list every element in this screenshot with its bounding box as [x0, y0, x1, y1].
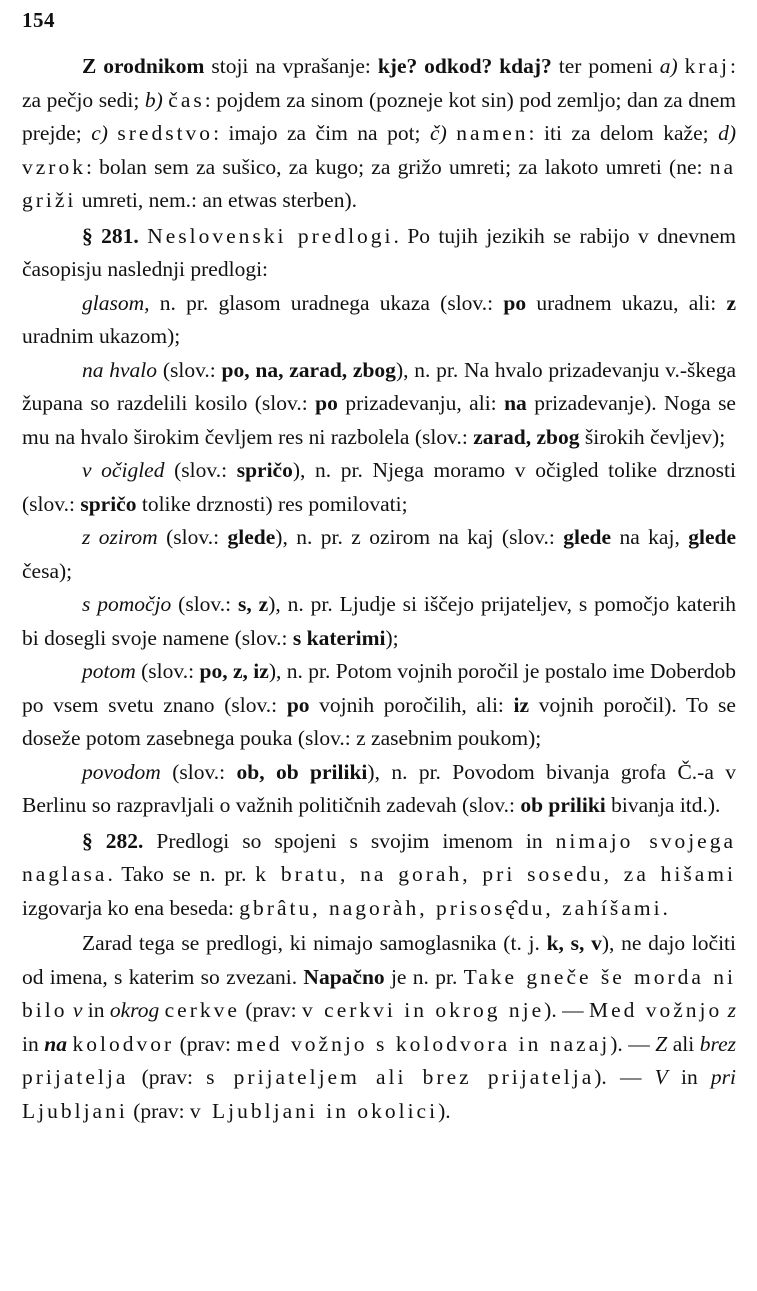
spaced-term: kraj	[684, 54, 731, 78]
text: ), ne dajo ločiti od imena, s katerim so zvezani.	[22, 931, 737, 989]
italic-term: na	[44, 1031, 67, 1056]
text: in	[667, 1065, 711, 1089]
question-words: kje? odkod? kdaj?	[377, 54, 552, 78]
text: tolike drznosti) res pomilovati;	[136, 491, 408, 516]
bold-term: ob priliki	[520, 793, 606, 817]
text: ter pomeni	[551, 54, 660, 78]
text: ), n. pr. Ljudje si iščejo prijateljev, s pomočjo katerih bi dosegli svoje namene (slov.:	[22, 592, 736, 650]
section-number: § 282.	[82, 828, 144, 853]
entry-povodom	[22, 756, 736, 823]
bold-term: po	[315, 391, 338, 415]
spaced-term: prijatelja	[22, 1065, 129, 1089]
entry-term: povodom	[82, 759, 161, 784]
entry-s-pomocjo	[22, 588, 736, 655]
text: (slov.:	[160, 759, 237, 784]
spaced-term: Med vožnjo	[588, 998, 723, 1022]
text: in	[82, 998, 110, 1022]
spaced-term: Ljubljani	[22, 1098, 128, 1123]
bold-term: glede	[227, 525, 276, 549]
bold-term: ob, ob priliki	[236, 759, 368, 784]
italic-term: V	[654, 1065, 668, 1089]
entry-potom	[22, 655, 736, 756]
text: vojnih poročilih, ali:	[309, 692, 514, 717]
text: : imajo za čim na pot;	[213, 121, 431, 145]
text: in	[22, 1031, 45, 1056]
item-marker: b)	[144, 87, 163, 112]
spaced-term: med vožnjo s kolodvora in nazaj	[236, 1031, 611, 1056]
text: ), n. pr. Njega moramo v očigled tolike drznosti (slov.:	[22, 458, 736, 516]
text: česa);	[22, 558, 73, 583]
entry-v-ocigled	[22, 454, 736, 521]
section-282	[22, 825, 736, 926]
text: na kaj,	[611, 525, 689, 549]
entry-term: v očigled	[82, 458, 165, 482]
text: ).	[438, 1098, 451, 1123]
item-marker: d)	[718, 121, 736, 145]
text: ), n. pr. Potom vojnih poročil je postalo ime Doberdob po vsem svetu znano (slov.:	[22, 659, 736, 717]
bold-term: po	[503, 290, 527, 315]
section-number: § 281.	[82, 223, 139, 248]
bold-term: z	[726, 290, 736, 315]
italic-term: v	[72, 998, 83, 1022]
text: (prav:	[174, 1031, 237, 1056]
page-body	[22, 50, 736, 1128]
spaced-term: s prijateljem ali brez prijatelja	[206, 1065, 595, 1089]
spaced-term: čas	[168, 87, 205, 112]
text: ), n. pr. Povodom bivanja grofa Č.-a v Berlinu so razpravljali o važnih političnih zadevah (slov.:	[22, 759, 737, 817]
text: ). —	[610, 1031, 656, 1056]
text	[139, 224, 147, 248]
bold-term: glede	[563, 525, 612, 549]
text: . Po tujih jezikih se rabijo v dnevnem časopisju naslednji predlogi:	[22, 223, 736, 281]
text: stoji na vprašanje:	[204, 54, 378, 78]
bold-term: spričo	[80, 491, 137, 516]
italic-term: pri	[710, 1065, 736, 1089]
bold-term: glede	[688, 525, 737, 549]
text: (slov.:	[157, 525, 228, 549]
entry-term: na hvalo	[82, 357, 158, 382]
entry-na-hvalo	[22, 354, 736, 455]
text: (slov.:	[171, 592, 239, 616]
paragraph-orodnik	[22, 50, 736, 218]
spaced-term: namen	[456, 121, 529, 145]
text	[678, 54, 685, 78]
bold-term: s, z	[238, 592, 269, 616]
text: Predlogi so spojeni s svojim imenom in	[143, 828, 556, 853]
text: : bolan sem za sušico, za kugo; za grižo umreti; za lakoto umreti (ne:	[85, 154, 710, 179]
spaced-term: Take gneče še morda ni bilo	[22, 964, 737, 1022]
text: prizadevanje). Noga se mu na hvalo širokim čevljem res ni razbolela (slov.:	[22, 391, 736, 449]
item-marker: c)	[91, 121, 108, 145]
spaced-term: v cerkvi in okrog nje	[302, 998, 545, 1022]
page-number: 154	[22, 8, 55, 32]
term-z-orodnikom: Z orodnikom	[82, 54, 205, 78]
italic-term: Z	[655, 1031, 668, 1056]
bold-term: po	[286, 692, 310, 717]
text	[447, 121, 457, 145]
text: (slov.:	[164, 458, 237, 482]
text: je n. pr.	[384, 964, 464, 989]
text: ), n. pr. z ozirom na kaj (slov.:	[275, 525, 564, 549]
entry-term: glasom,	[82, 290, 150, 315]
section-title: Neslovenski predlogi	[147, 223, 394, 248]
text: ali	[667, 1031, 700, 1056]
bold-term: po, z, iz	[199, 659, 269, 683]
entry-z-ozirom	[22, 521, 736, 588]
text: (slov.:	[157, 357, 222, 382]
text: . Tako se n. pr.	[107, 862, 256, 886]
entry-term: s pomočjo	[82, 592, 172, 616]
text: ). —	[544, 998, 589, 1022]
text: (slov.:	[135, 659, 200, 683]
paragraph-zarad-tega	[22, 927, 736, 1128]
spaced-term: sredstvo	[117, 121, 214, 145]
spaced-term: k bratu, na gorah, pri sosedu, za hišami	[255, 862, 737, 886]
entry-glasom	[22, 287, 736, 354]
text: vojnih poročil). To se doseže potom zasebnega pouka (slov.: z zasebnim poukom);	[22, 692, 736, 750]
italic-term: okrog	[109, 998, 160, 1022]
text	[108, 121, 118, 145]
entry-term: potom	[82, 659, 136, 683]
spaced-term: v Ljubljani in okolici	[189, 1098, 439, 1123]
bold-term: po, na, zarad, zbog	[221, 357, 396, 382]
text: .	[662, 895, 668, 920]
text: : pojdem za sinom (pozneje kot sin) pod zemljo; dan za dnem prejde;	[22, 87, 736, 145]
text: (prav:	[239, 998, 303, 1022]
text: izgovarja ko ena beseda:	[22, 895, 240, 920]
bold-term: Napačno	[303, 964, 385, 989]
text: : za pečjo sedi;	[22, 54, 737, 112]
text: uradnem ukazu, ali:	[526, 290, 727, 315]
text: : iti za delom kaže;	[528, 121, 719, 145]
section-281	[22, 220, 736, 287]
text: n. pr. glasom uradnega ukaza (slov.:	[149, 290, 504, 315]
spaced-term: nimajo svojega naglasa	[22, 828, 737, 886]
spaced-term: cerkve	[164, 998, 240, 1022]
italic-term: brez	[699, 1031, 736, 1056]
text: umreti, nem.: an etwas sterben).	[76, 188, 358, 212]
bold-term: spričo	[236, 458, 293, 482]
item-marker: č)	[430, 121, 447, 145]
italic-term: z	[727, 998, 737, 1022]
spaced-term: gbrâtu, nagoràh, prisosę̂du, zahíšami	[239, 895, 663, 920]
item-marker: a)	[659, 54, 678, 78]
text: bivanja itd.).	[605, 793, 721, 817]
text: ), n. pr. Na hvalo prizadevanju v.-škega župana so razdelili kosilo (slov.:	[22, 357, 737, 415]
text: );	[385, 625, 399, 650]
text: uradnim ukazom);	[22, 324, 181, 348]
spaced-term: kolodvor	[72, 1031, 175, 1056]
bold-term: zarad, zbog	[473, 424, 580, 449]
text: širokih čevljev);	[579, 424, 726, 449]
bold-term: na	[504, 391, 527, 415]
entry-term: z ozirom	[82, 525, 158, 549]
bold-term: s katerimi	[292, 625, 386, 650]
text: ). —	[594, 1065, 655, 1089]
text: prizadevanju, ali:	[337, 391, 505, 415]
bold-term: k, s, v	[546, 931, 602, 955]
text: Zarad tega se predlogi, ki nimajo samoglasnika (t. j.	[82, 931, 547, 955]
text: (prav:	[128, 1065, 207, 1089]
spaced-term: vzrok	[22, 154, 86, 179]
text: (prav:	[127, 1098, 190, 1123]
bold-term: iz	[513, 692, 530, 717]
spaced-term: na griži	[22, 154, 736, 212]
